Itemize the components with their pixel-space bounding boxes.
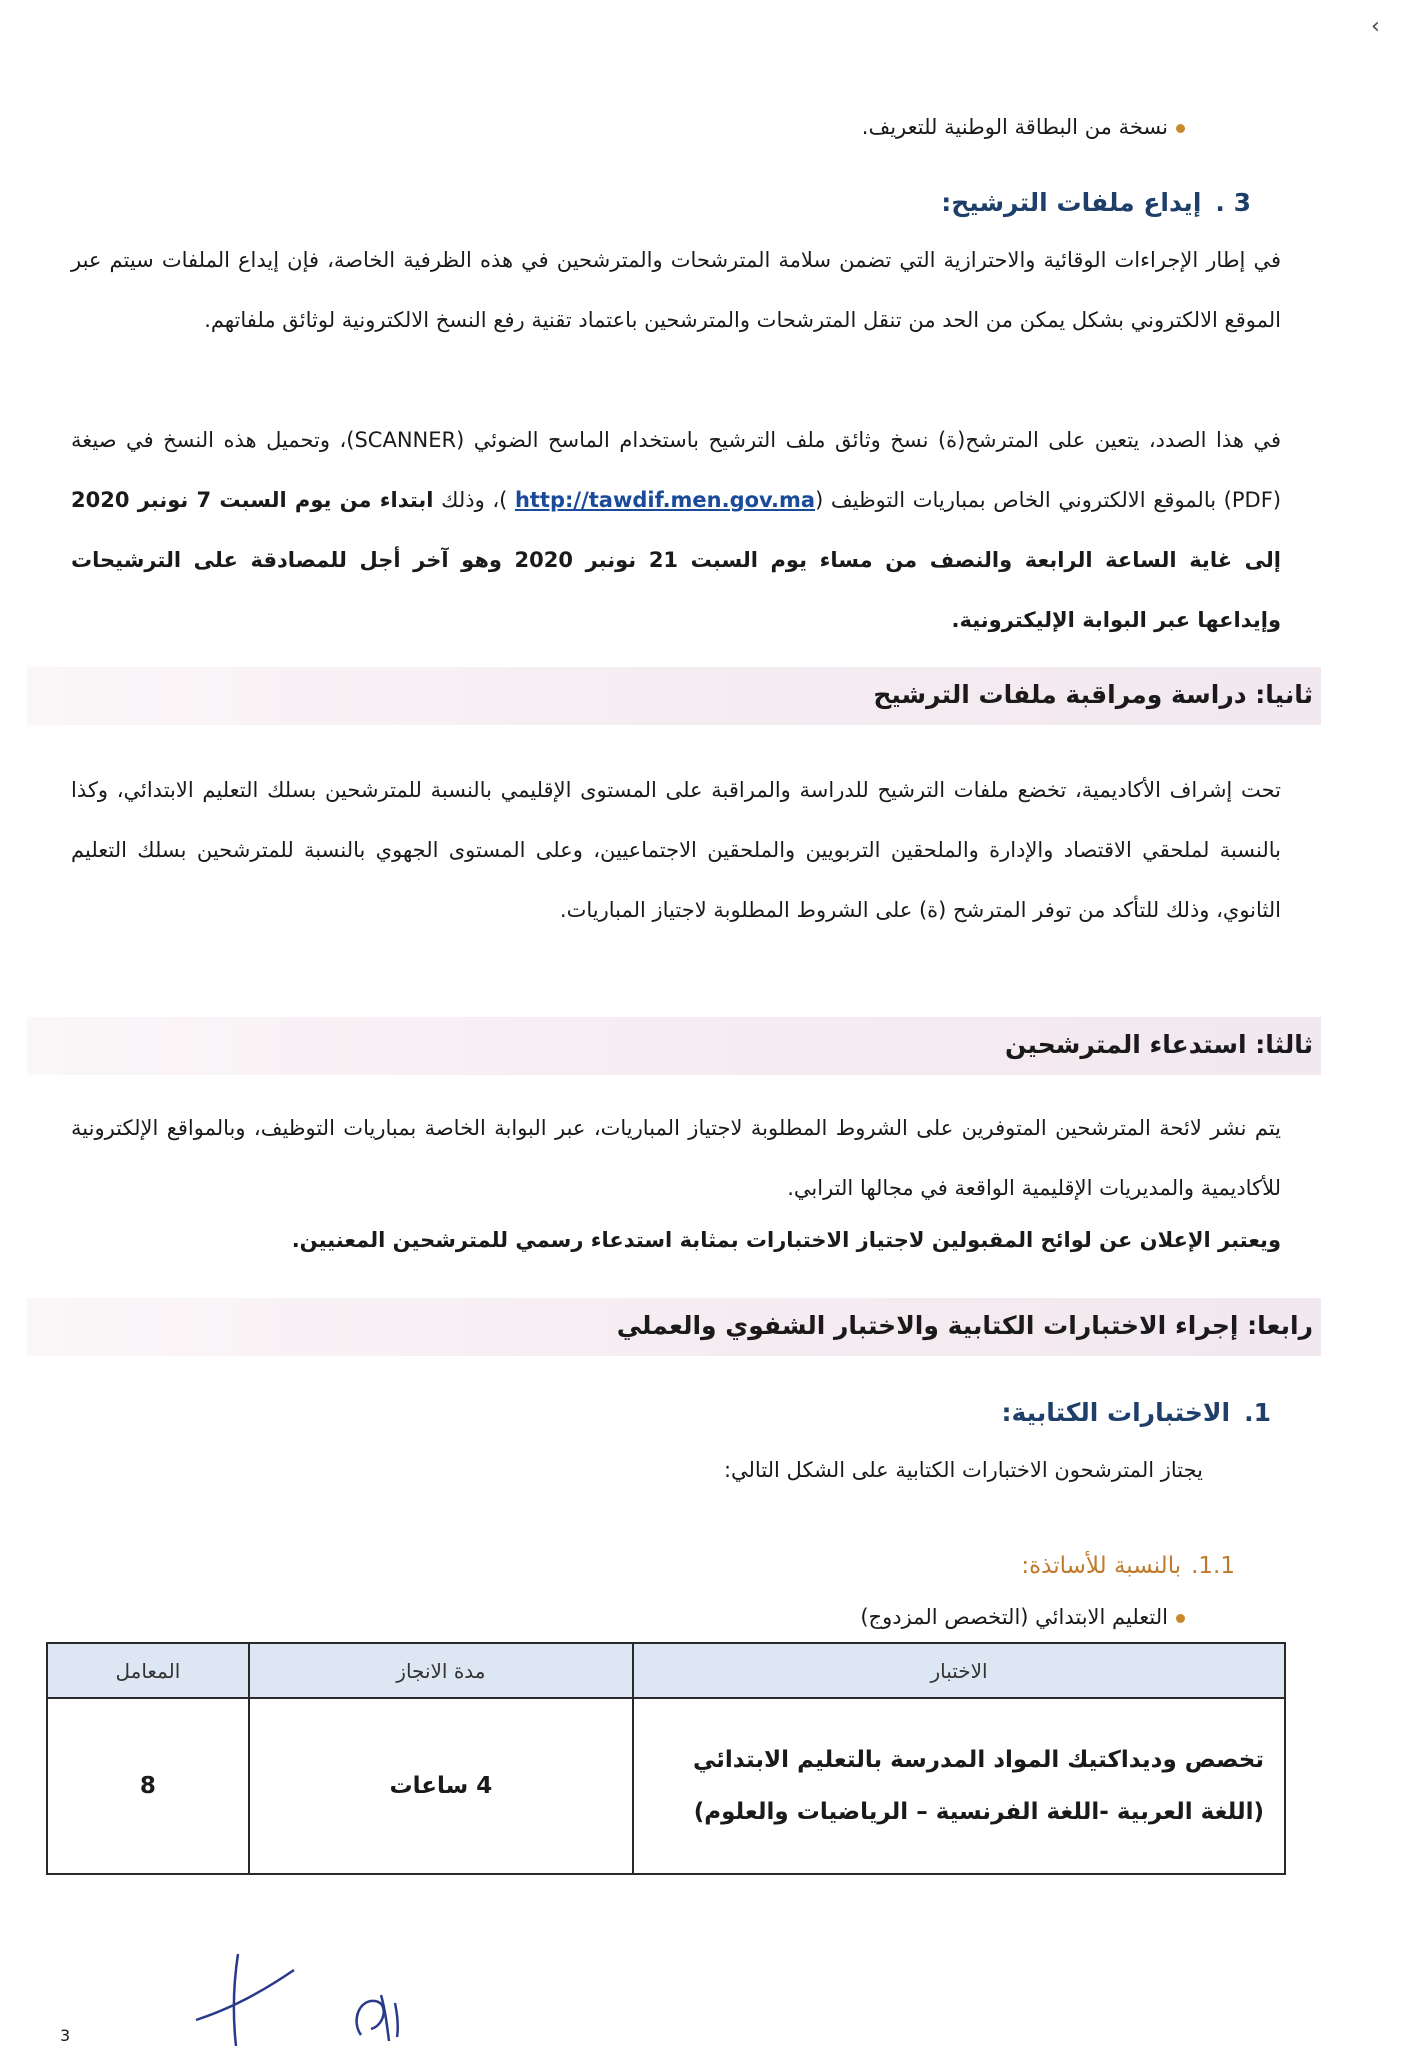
subsection-1-1-heading: [1021, 1553, 1235, 1579]
section-thalithan-bold-line: ويعتبر الإعلان عن لوائح المقبولين لاجتياز الاختبارات بمثابة استدعاء رسمي للمترشحين المعنيين.: [291, 1228, 1281, 1252]
corner-mark: ›: [1371, 14, 1380, 39]
section-title-thaniyan: ثانيا: دراسة ومراقبة ملفات الترشيح: [873, 680, 1313, 709]
section-1-intro: يجتاز المترشحون الاختبارات الكتابية على الشكل التالي:: [723, 1458, 1203, 1482]
subsection-1-1-number: 1.1.: [1191, 1553, 1235, 1579]
cell-coefficient: 8: [47, 1698, 249, 1874]
tawdif-link[interactable]: http://tawdif.men.gov.ma: [514, 488, 816, 512]
table-row: [47, 1698, 1285, 1874]
section-3-paragraph-2: في هذا الصدد، يتعين على المترشح(ة) نسخ وثائق ملف الترشيح باستخدام الماسح الضوئي (SCANNER)، وتحميل هذه النسخ في صيغة (PDF) بالموقع الالكتروني الخاص بمباريات التوظيف (http://tawdif.men.gov.ma )، وذلك ابتداء من يوم السبت 7 نونبر 2020 إلى غاية الساعة الرابعة والنصف من مساء يوم السبت 21 نونبر 2020 وهو آخر أجل للمصادقة على الترشيحات وإيداعها عبر البوابة الإليكترونية.: [71, 428, 1282, 632]
signature-mark-icon: [190, 1950, 300, 2048]
section-1-title: الاختبارات الكتابية:: [1001, 1398, 1231, 1427]
bullet-dot-icon: [1176, 124, 1185, 133]
subsection-1-1-title: بالنسبة للأساتذة:: [1021, 1553, 1182, 1579]
section-3-number: 3 .: [1215, 188, 1251, 217]
deadline-text: ابتداء من يوم السبت 7 نونبر 2020 إلى غاية الساعة الرابعة والنصف من مساء يوم السبت 21 نونبر 2020 وهو آخر أجل للمصادقة على الترشيحات وإيداعها عبر البوابة الإليكترونية.: [71, 488, 1281, 632]
section-3-paragraph-1: في إطار الإجراءات الوقائية والاحترازية التي تضمن سلامة المترشحات والمترشحين في هذه الظرفية الخاصة، فإن إيداع الملفات سيتم عبر الموقع الالكتروني بشكل يمكن من الحد من تنقل المترشحات والمترشحين باعتماد تقنية رفع النسخ الالكترونية لوثائق ملفاتهم.: [71, 248, 1281, 332]
bullet-primary: التعليم الابتدائي (التخصص المزدوج): [860, 1600, 1185, 1634]
header-duration: مدة الانجاز: [249, 1643, 633, 1698]
table-header-row: [47, 1643, 1285, 1698]
initials-mark-icon: [345, 1985, 425, 2048]
section-3-heading: [941, 188, 1251, 217]
section-thalithan-paragraph: يتم نشر لائحة المترشحين المتوفرين على الشروط المطلوبة لاجتياز المباريات، عبر البوابة الخاصة بمباريات التوظيف، وبالمواقع الإلكترونية للأكاديمية والمديريات الإقليمية الواقعة في مجالها الترابي.: [71, 1116, 1281, 1200]
bullet-id-card: نسخة من البطاقة الوطنية للتعريف.: [862, 110, 1185, 144]
section-title-rabi3an: رابعا: إجراء الاختبارات الكتابية والاختبار الشفوي والعملي: [616, 1311, 1313, 1340]
cell-exam: تخصص وديداكتيك المواد المدرسة بالتعليم الابتدائي (اللغة العربية -اللغة الفرنسية – الرياضيات والعلوم): [633, 1698, 1285, 1874]
section-1-number: 1.: [1244, 1398, 1271, 1427]
section-thaniyan-paragraph: تحت إشراف الأكاديمية، تخضع ملفات الترشيح للدراسة والمراقبة على المستوى الإقليمي بالنسبة للمترشحين بسلك التعليم الابتدائي، وكذا بالنسبة لملحقي الاقتصاد والإدارة والملحقين التربويين والملحقين الاجتماعيين، وعلى المستوى الجهوي بالنسبة للمترشحين بسلك التعليم الثانوي، وذلك للتأكد من توفر المترشح (ة) على الشروط المطلوبة لاجتياز المباريات.: [71, 778, 1281, 922]
section-title-thalithan: ثالثا: استدعاء المترشحين: [1005, 1030, 1313, 1059]
section-1-heading: [1001, 1398, 1271, 1427]
header-coefficient: المعامل: [47, 1643, 249, 1698]
bullet-dot-icon: [1176, 1614, 1185, 1623]
exams-table: [46, 1642, 1286, 1875]
section-3-title: إيداع ملفات الترشيح:: [941, 188, 1202, 217]
page-number: 3: [60, 2026, 71, 2045]
header-exam: الاختبار: [633, 1643, 1285, 1698]
cell-duration: 4 ساعات: [249, 1698, 633, 1874]
